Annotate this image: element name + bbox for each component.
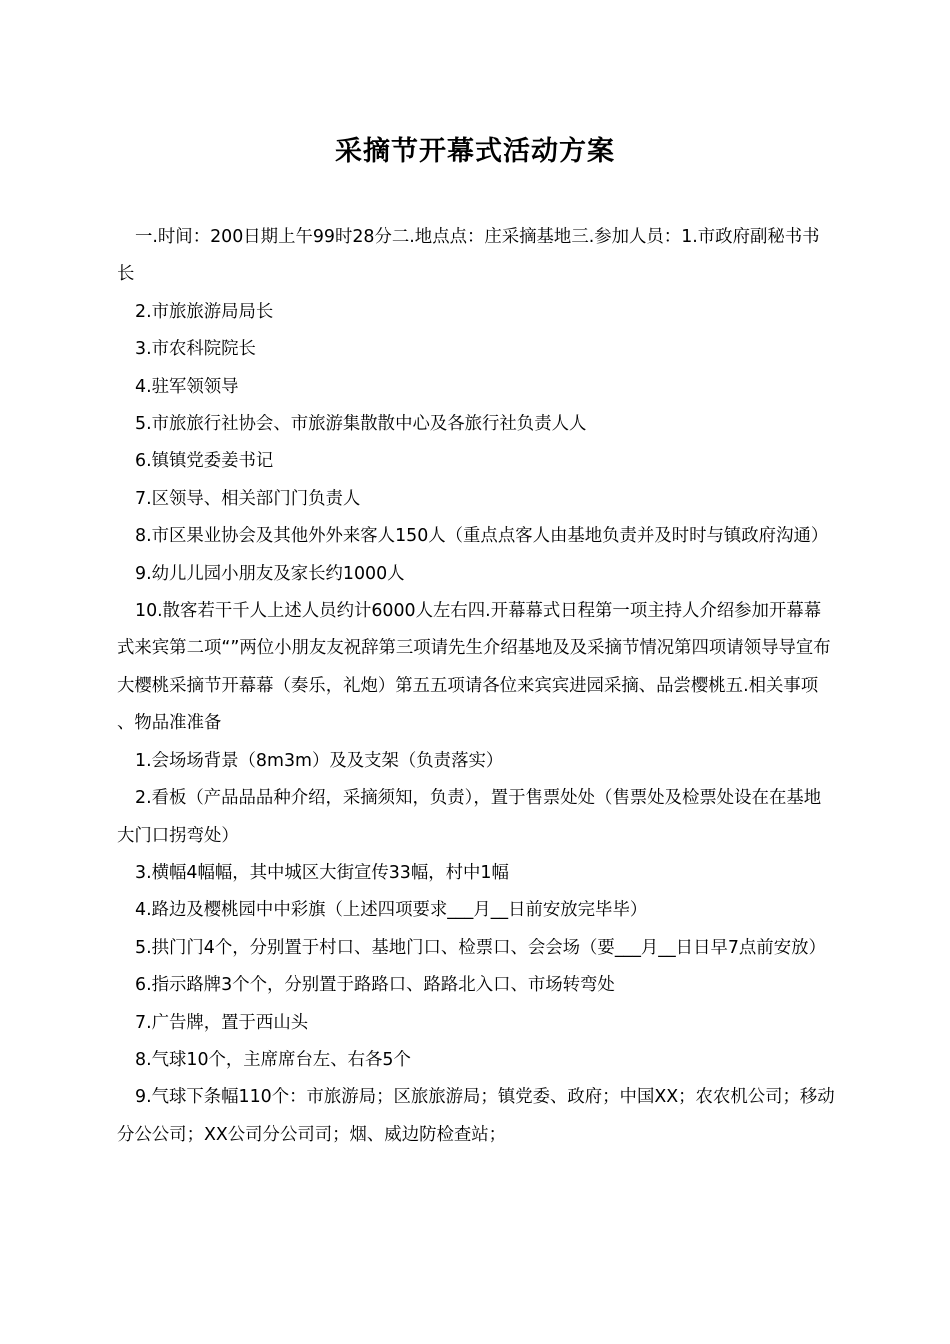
paragraph-item-6: 6.指示路牌3个个，分别置于路路口、路路北入口、市场转弯处 bbox=[135, 975, 615, 996]
paragraph-item-8: 8.气球10个，主席席台左、右各5个 bbox=[135, 1049, 411, 1070]
paragraph-item-7: 7.广告牌，置于西山头 bbox=[135, 1012, 309, 1033]
paragraph-attendee-10-schedule: 10.散客若干千人上述人员约计6000人左右四.开幕幕式日程第一项主持人介绍参加开幕幕式来宾第二项“”两位小朋友友祝辞第三项请先生介绍基地及及采摘节情况第四项请领导导宣布大樱桃采摘节开幕幕（奏乐，礼炮）第五五项请各位来宾宾进园采摘、品尝樱桃五.相关事项、物品准准备 bbox=[117, 601, 831, 734]
paragraph-item-1: 1.会场场背景（8m3m）及及支架（负责落实） bbox=[135, 750, 504, 771]
paragraph-attendee-6: 6.镇镇党委姜书记 bbox=[135, 451, 274, 472]
document-body bbox=[117, 219, 835, 1154]
paragraph-attendee-4: 4.驻军领领导 bbox=[135, 376, 239, 397]
paragraph-attendee-7: 7.区领导、相关部门门负责人 bbox=[135, 488, 361, 509]
paragraph-item-5: 5.拱门门4个，分别置于村口、基地门口、检票口、会会场（要___月__日日早7点前安放） bbox=[135, 937, 826, 958]
paragraph-attendee-2: 2.市旅旅游局局长 bbox=[135, 301, 274, 322]
document-title: 采摘节开幕式活动方案 bbox=[335, 136, 615, 167]
paragraph-item-2: 2.看板（产品品品种介绍，采摘须知，负责），置于售票处处（售票处及检票处设在在基地大门口拐弯处） bbox=[117, 788, 822, 846]
paragraph-item-4: 4.路边及樱桃园中中彩旗（上述四项要求___月__日前安放完毕毕） bbox=[135, 900, 648, 921]
paragraph-item-3: 3.横幅4幅幅，其中城区大街宣传33幅，村中1幅 bbox=[135, 862, 509, 883]
paragraph-time-location-attendees: 一.时间：200日期上午99时28分二.地点点：庄采摘基地三.参加人员：1.市政府副秘书书长 bbox=[117, 227, 820, 285]
paragraph-attendee-8: 8.市区果业协会及其他外外来客人150人（重点点客人由基地负责并及时时与镇政府沟通） bbox=[135, 526, 829, 547]
paragraph-attendee-9: 9.幼儿儿园小朋友及家长约1000人 bbox=[135, 563, 405, 584]
paragraph-attendee-5: 5.市旅旅行社协会、市旅游集散散中心及各旅行社负责人人 bbox=[135, 414, 587, 435]
paragraph-attendee-3: 3.市农科院院长 bbox=[135, 339, 256, 360]
paragraph-item-9: 9.气球下条幅110个：市旅游局；区旅旅游局；镇党委、政府；中国XX；农农机公司；移动分公公司；XX公司分公司司；烟、威边防检查站； bbox=[117, 1087, 835, 1145]
